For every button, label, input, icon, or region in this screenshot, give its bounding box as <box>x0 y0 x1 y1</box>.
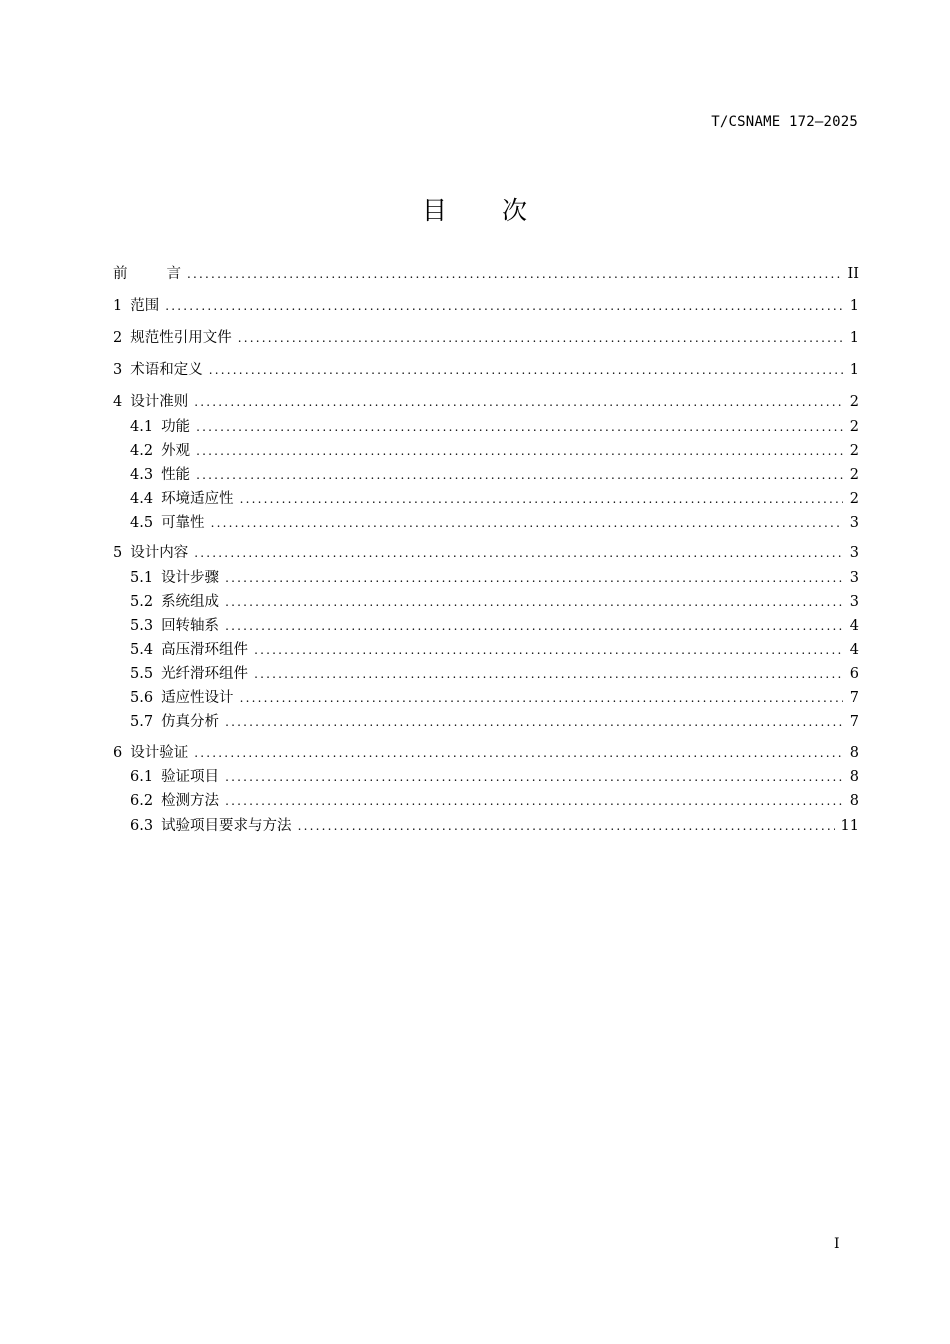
toc-entry-5[interactable] <box>113 543 859 563</box>
toc-entry-number: 4.5 <box>130 515 154 531</box>
toc-entry-title: 环境适应性 <box>161 491 234 507</box>
toc-leader-dots <box>225 616 843 636</box>
toc-entry-title: 术语和定义 <box>130 362 203 378</box>
toc-entry-page: 6 <box>849 666 859 682</box>
toc-entry-page: 2 <box>849 443 859 459</box>
toc-entry-title: 范围 <box>130 298 160 314</box>
toc-entry-title: 设计验证 <box>130 745 189 761</box>
toc-entry-4-1[interactable] <box>130 417 859 437</box>
toc-entry-number: 5.6 <box>130 690 154 706</box>
toc-entry-title: 检测方法 <box>161 793 220 809</box>
toc-entry-4-4[interactable] <box>130 489 859 509</box>
toc-entry-number: 4.3 <box>130 467 154 483</box>
toc-entry-number: 5.3 <box>130 618 154 634</box>
toc-leader-dots <box>196 441 843 461</box>
toc-entry-4-3[interactable] <box>130 465 859 485</box>
toc-entry-page: 8 <box>849 793 859 809</box>
toc-entry-page: 4 <box>849 642 859 658</box>
toc-entry-number: 2 <box>113 330 123 346</box>
toc-entry-number: 5.5 <box>130 666 154 682</box>
toc-entry-6-1[interactable] <box>130 767 859 787</box>
toc-leader-dots <box>240 688 843 708</box>
toc-entry-page: 2 <box>849 491 859 507</box>
toc-title <box>0 191 950 227</box>
toc-leader-dots <box>194 543 843 563</box>
toc-entry-6[interactable] <box>113 743 859 763</box>
toc-leader-dots <box>238 328 843 348</box>
toc-entry-4[interactable] <box>113 392 859 412</box>
toc-leader-dots <box>194 392 843 412</box>
toc-entry-page: 8 <box>849 769 859 785</box>
toc-entry-title: 验证项目 <box>161 769 220 785</box>
toc-entry-title: 光纤滑环组件 <box>161 666 249 682</box>
toc-entry-page: II <box>847 266 859 282</box>
toc-entry-number: 4.4 <box>130 491 154 507</box>
toc-entry-title: 功能 <box>161 419 191 435</box>
toc-entry-page: 8 <box>849 745 859 761</box>
toc-entry-page: 2 <box>849 467 859 483</box>
toc-entry-title: 高压滑环组件 <box>161 642 249 658</box>
toc-title-char-1: 目 <box>421 196 448 225</box>
toc-entry-preface[interactable] <box>113 264 859 284</box>
toc-entry-page: 3 <box>849 570 859 586</box>
toc-entry-page: 7 <box>849 690 859 706</box>
toc-leader-dots <box>254 664 843 684</box>
toc-entry-6-2[interactable] <box>130 791 859 811</box>
toc-entry-5-7[interactable] <box>130 712 859 732</box>
toc-entry-number: 6.3 <box>130 818 154 834</box>
page-number: I <box>834 1236 840 1252</box>
toc-entry-number: 4 <box>113 394 123 410</box>
toc-entry-title: 前 言 <box>113 266 181 282</box>
toc-entry-title: 试验项目要求与方法 <box>161 818 292 834</box>
toc-leader-dots <box>240 489 843 509</box>
toc-entry-5-4[interactable] <box>130 640 859 660</box>
toc-leader-dots <box>194 743 843 763</box>
toc-entry-page: 3 <box>849 515 859 531</box>
toc-entry-5-6[interactable] <box>130 688 859 708</box>
toc-leader-dots <box>225 592 843 612</box>
toc-leader-dots <box>225 791 843 811</box>
toc-entry-title: 仿真分析 <box>161 714 220 730</box>
toc-entry-title: 设计准则 <box>130 394 189 410</box>
toc-entry-3[interactable] <box>113 360 859 380</box>
toc-entry-number: 6 <box>113 745 123 761</box>
toc-leader-dots <box>298 816 835 836</box>
toc-entry-number: 5.1 <box>130 570 154 586</box>
toc-entry-page: 3 <box>849 594 859 610</box>
toc-leader-dots <box>225 767 843 787</box>
toc-entry-page: 3 <box>849 545 859 561</box>
toc-leader-dots <box>209 360 843 380</box>
toc-leader-dots <box>254 640 843 660</box>
toc-entry-number: 1 <box>113 298 123 314</box>
toc-entry-title: 外观 <box>161 443 191 459</box>
toc-entry-number: 5 <box>113 545 123 561</box>
toc-leader-dots <box>211 513 843 533</box>
toc-entry-title: 可靠性 <box>161 515 205 531</box>
toc-entry-5-5[interactable] <box>130 664 859 684</box>
toc-entry-4-2[interactable] <box>130 441 859 461</box>
toc-leader-dots <box>225 712 843 732</box>
toc-entry-5-3[interactable] <box>130 616 859 636</box>
toc-entry-page: 1 <box>849 330 859 346</box>
toc-entry-number: 6.1 <box>130 769 154 785</box>
toc-leader-dots <box>187 264 842 284</box>
toc-entry-6-3[interactable] <box>130 816 859 836</box>
toc-entry-4-5[interactable] <box>130 513 859 533</box>
toc-entry-number: 5.2 <box>130 594 154 610</box>
toc-leader-dots <box>225 568 843 588</box>
standard-code: T/CSNAME 172—2025 <box>711 114 858 130</box>
toc-entry-number: 6.2 <box>130 793 154 809</box>
toc-entry-number: 3 <box>113 362 123 378</box>
toc-entry-title: 系统组成 <box>161 594 220 610</box>
toc-entry-title: 规范性引用文件 <box>130 330 232 346</box>
toc-entry-title: 适应性设计 <box>161 690 234 706</box>
toc-entry-5-1[interactable] <box>130 568 859 588</box>
toc-leader-dots <box>196 417 843 437</box>
toc-title-char-2: 次 <box>502 196 529 225</box>
toc-entry-number: 4.2 <box>130 443 154 459</box>
toc-entry-page: 4 <box>849 618 859 634</box>
toc-entry-title: 性能 <box>161 467 191 483</box>
toc-entry-number: 4.1 <box>130 419 154 435</box>
toc-entry-page: 1 <box>849 298 859 314</box>
toc-entry-number: 5.7 <box>130 714 154 730</box>
toc-entry-title: 设计步骤 <box>161 570 220 586</box>
toc-leader-dots <box>165 296 843 316</box>
toc-entry-title: 设计内容 <box>130 545 189 561</box>
toc-entry-1[interactable] <box>113 296 859 316</box>
toc-entry-title: 回转轴系 <box>161 618 220 634</box>
toc-entry-page: 2 <box>849 394 859 410</box>
toc-entry-number: 5.4 <box>130 642 154 658</box>
toc-entry-2[interactable] <box>113 328 859 348</box>
toc-entry-page: 2 <box>849 419 859 435</box>
toc-entry-5-2[interactable] <box>130 592 859 612</box>
toc-entry-page: 11 <box>840 818 859 834</box>
toc-leader-dots <box>196 465 843 485</box>
toc-entry-page: 1 <box>849 362 859 378</box>
toc-entry-page: 7 <box>849 714 859 730</box>
